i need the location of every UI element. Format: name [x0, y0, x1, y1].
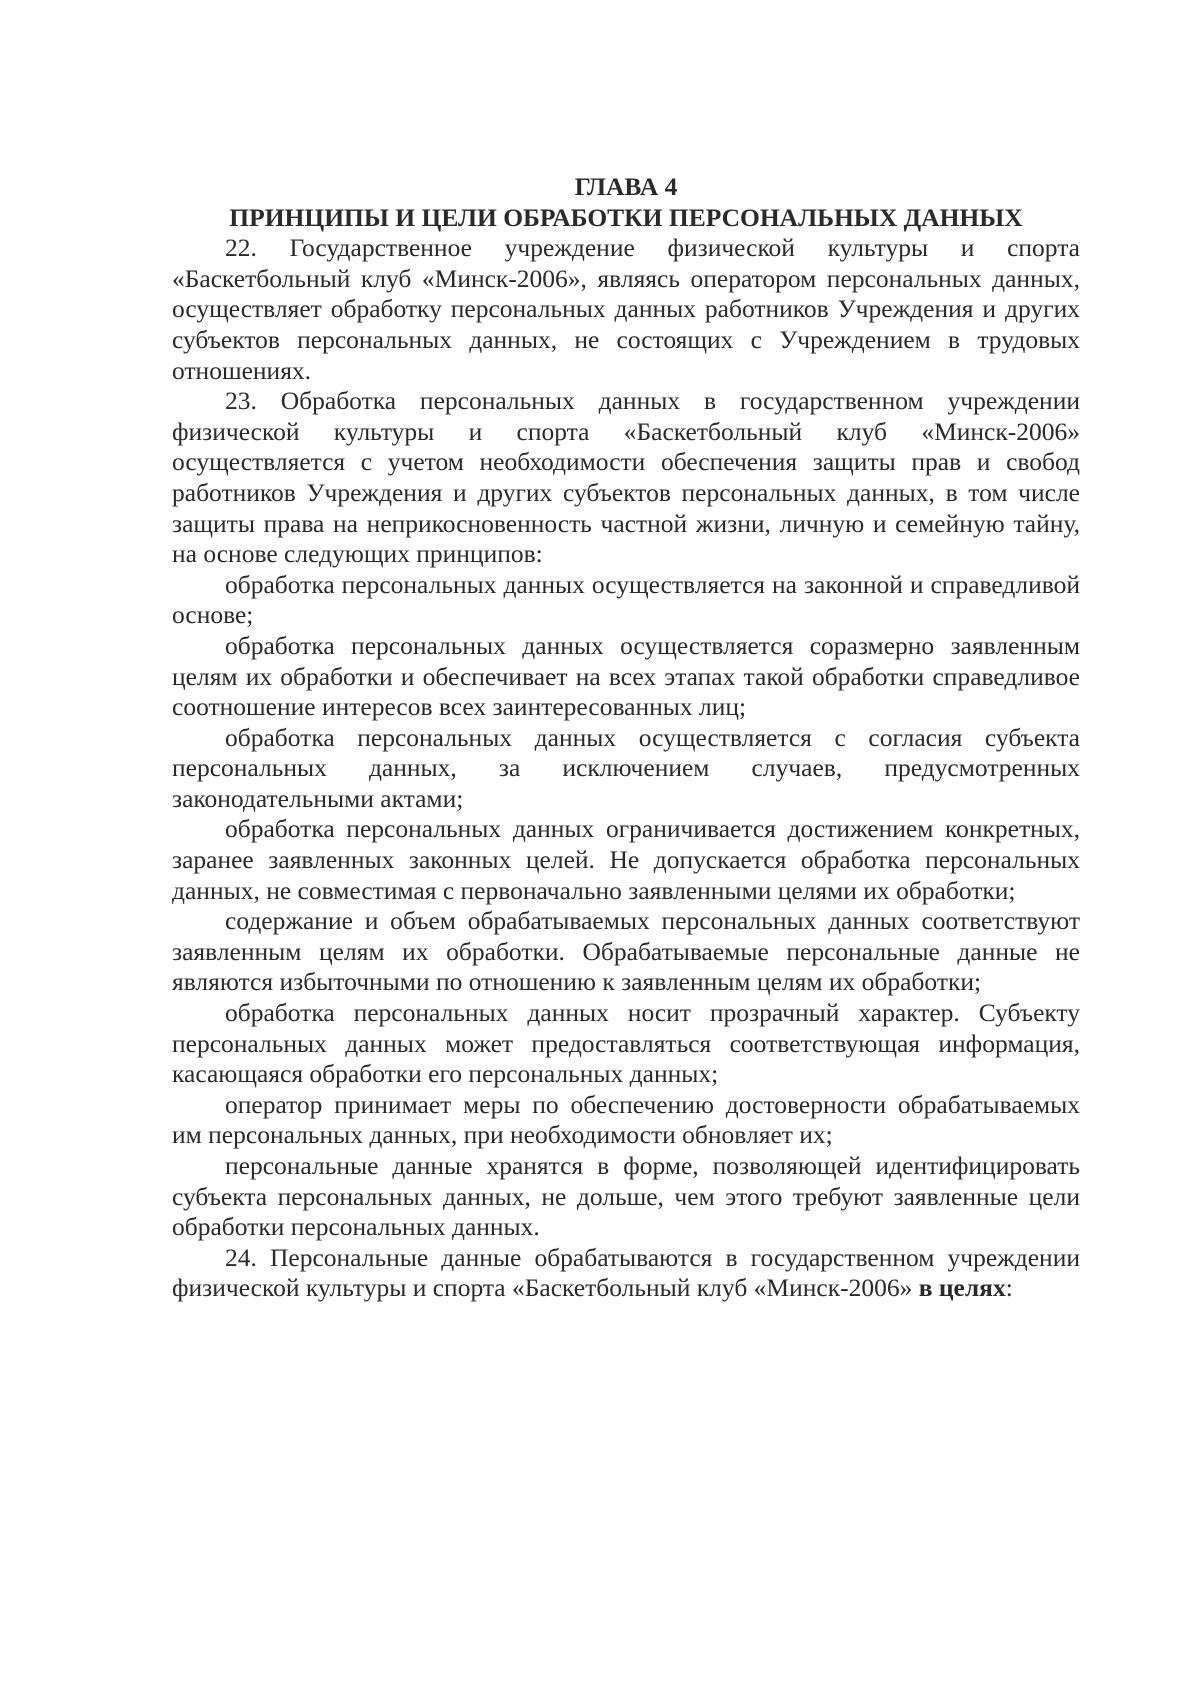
paragraph-23: 23. Обработка персональных данных в государственном учреждении физической культуры и спорта «Баскетбольный клуб «Минск-2006» осуществляется с учетом необходимости обеспечения защиты прав и свобод работников Учреждения и других субъектов персональных данных, в том числе защиты права на неприкосновенность частной жизни, личную и семейную тайну, на основе следующих принципов:: [172, 386, 1080, 569]
document-page: [172, 172, 1080, 1304]
paragraph-24-end: :: [1005, 1273, 1013, 1303]
principle-item: персональные данные хранятся в форме, позволяющей идентифицировать субъекта персональных данных, не дольше, чем этого требуют заявленные цели обработки персональных данных.: [172, 1151, 1080, 1242]
chapter-number: ГЛАВА 4: [574, 172, 678, 201]
principle-item: обработка персональных данных осуществляется соразмерно заявленным целям их обработки и обеспечивает на всех этапах такой обработки справедливое соотношение интересов всех заинтересованных лиц;: [172, 630, 1080, 722]
paragraph-24: [172, 1243, 1080, 1304]
principle-item: обработка персональных данных носит прозрачный характер. Субъекту персональных данных может предоставляться соответствующая информация, касающаяся обработки его персональных данных;: [172, 998, 1080, 1089]
principle-item: обработка персональных данных осуществляется на законной и справедливой основе;: [172, 569, 1080, 630]
paragraph-24-text: 24. Персональные данные обрабатываются в государственном учреждении физической культуры и спорта «Баскетбольный клуб «Минск-2006»: [172, 1242, 1080, 1303]
principle-item: обработка персональных данных ограничивается достижением конкретных, заранее заявленных законных целей. Не допускается обработка персональных данных, не совместимая с первоначально заявленными целями их обработки;: [172, 814, 1080, 905]
paragraph-24-bold: в целях: [918, 1273, 1006, 1303]
principle-item: обработка персональных данных осуществляется с согласия субъекта персональных данных, за исключением случаев, предусмотренных законодательными актами;: [172, 722, 1080, 813]
paragraph-22: 22. Государственное учреждение физической культуры и спорта «Баскетбольный клуб «Минск-2006», являясь оператором персональных данных, осуществляет обработку персональных данных работников Учреждения и других субъектов персональных данных, не состоящих с Учреждением в трудовых отношениях.: [172, 233, 1080, 385]
principle-item: оператор принимает меры по обеспечению достоверности обрабатываемых им персональных данных, при необходимости обновляет их;: [172, 1089, 1080, 1150]
principle-item: содержание и объем обрабатываемых персональных данных соответствуют заявленным целям их обработки. Обрабатываемые персональные данные не являются избыточными по отношению к заявленным целям их обработки;: [172, 906, 1080, 997]
chapter-title: ПРИНЦИПЫ И ЦЕЛИ ОБРАБОТКИ ПЕРСОНАЛЬНЫХ ДАННЫХ: [229, 202, 1023, 232]
